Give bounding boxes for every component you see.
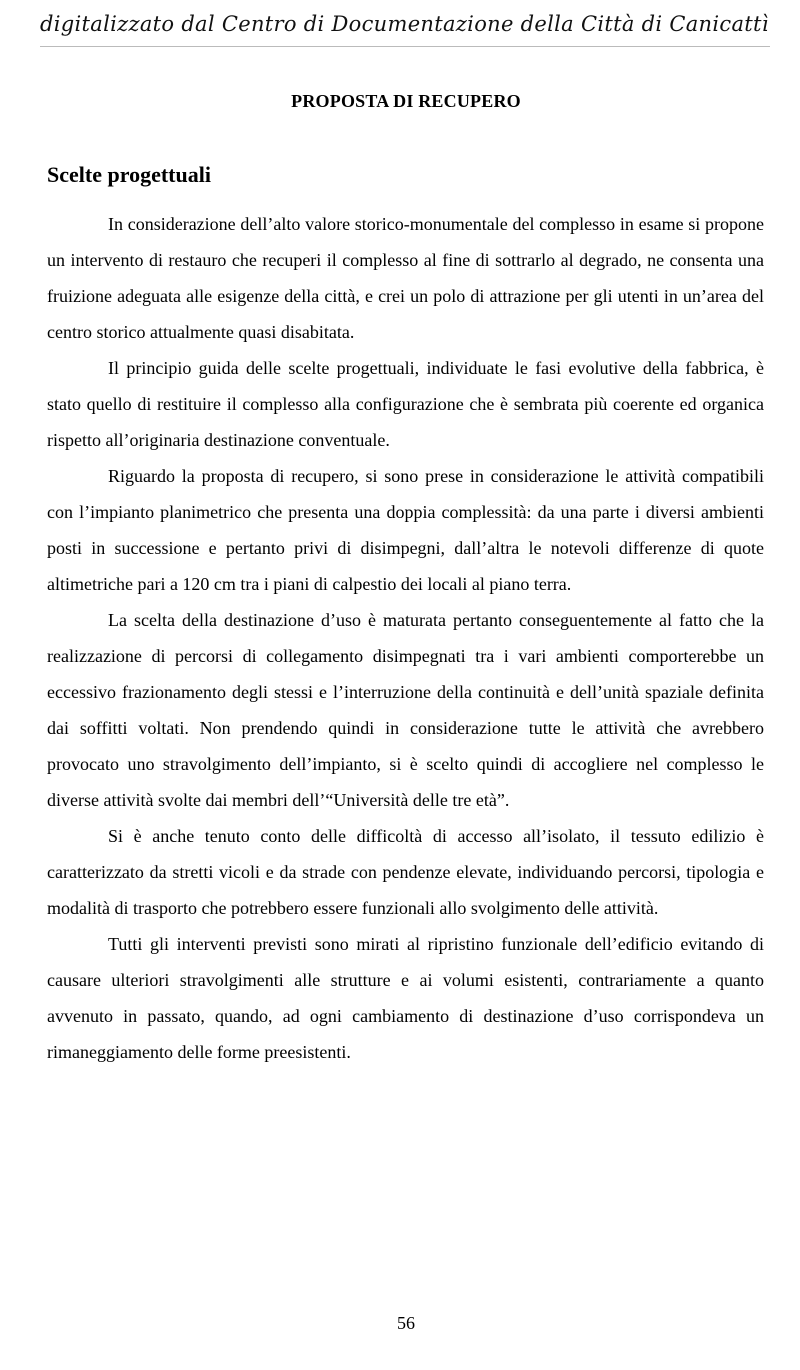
paragraph: In considerazione dell’alto valore storico-monumentale del complesso in esame si propone un intervento di restauro che recuperi il complesso al fine di sottrarlo al degrado, ne consenta una fruizione adeguata alle esigenze della città, e crei un polo di attrazione per gli utenti in un’area del centro storico attualmente quasi disabitata. [47, 214, 764, 342]
section-heading: Scelte progettuali [47, 162, 211, 187]
page-number: 56 [397, 1313, 415, 1333]
digitization-watermark: digitalizzato dal Centro di Documentazione della Città di Canicattì [40, 12, 769, 36]
paragraph: Il principio guida delle scelte progettuali, individuate le fasi evolutive della fabbrica, è stato quello di restituire il complesso alla configurazione che è sembrata più coerente ed organica rispetto all’originaria destinazione conventuale. [47, 358, 764, 450]
paragraph: Si è anche tenuto conto delle difficoltà di accesso all’isolato, il tessuto edilizio è caratterizzato da stretti vicoli e da strade con pendenze elevate, individuando percorsi, tipologia e modalità di trasporto che potrebbero essere funzionali allo svolgimento delle attività. [47, 826, 764, 918]
paragraph: La scelta della destinazione d’uso è maturata pertanto conseguentemente al fatto che la realizzazione di percorsi di collegamento disimpegnati tra i vari ambienti comporterebbe un eccessivo frazionamento degli stessi e l’interruzione della continuità e dell’unità spaziale definita dai soffitti voltati. Non prendendo quindi in considerazione tutte le attività che avrebbero provocato uno stravolgimento dell’impianto, si è scelto quindi di accogliere nel complesso le diverse attività svolte dai membri dell’“Università delle tre età”. [47, 610, 764, 810]
paragraph: Riguardo la proposta di recupero, si sono prese in considerazione le attività compatibili con l’impianto planimetrico che presenta una doppia complessità: da una parte i diversi ambienti posti in successione e pertanto privi di disimpegni, dall’altra le notevoli differenze di quote altimetriche pari a 120 cm tra i piani di calpestio dei locali al piano terra. [47, 466, 764, 594]
body-text [47, 206, 764, 1070]
header-divider [40, 46, 770, 47]
page-title: PROPOSTA DI RECUPERO [291, 91, 521, 111]
paragraph: Tutti gli interventi previsti sono mirati al ripristino funzionale dell’edificio evitando di causare ulteriori stravolgimenti alle strutture e ai volumi esistenti, contrariamente a quanto avvenuto in passato, quando, ad ogni cambiamento di destinazione d’uso corrispondeva un rimaneggiamento delle forme preesistenti. [47, 934, 764, 1062]
